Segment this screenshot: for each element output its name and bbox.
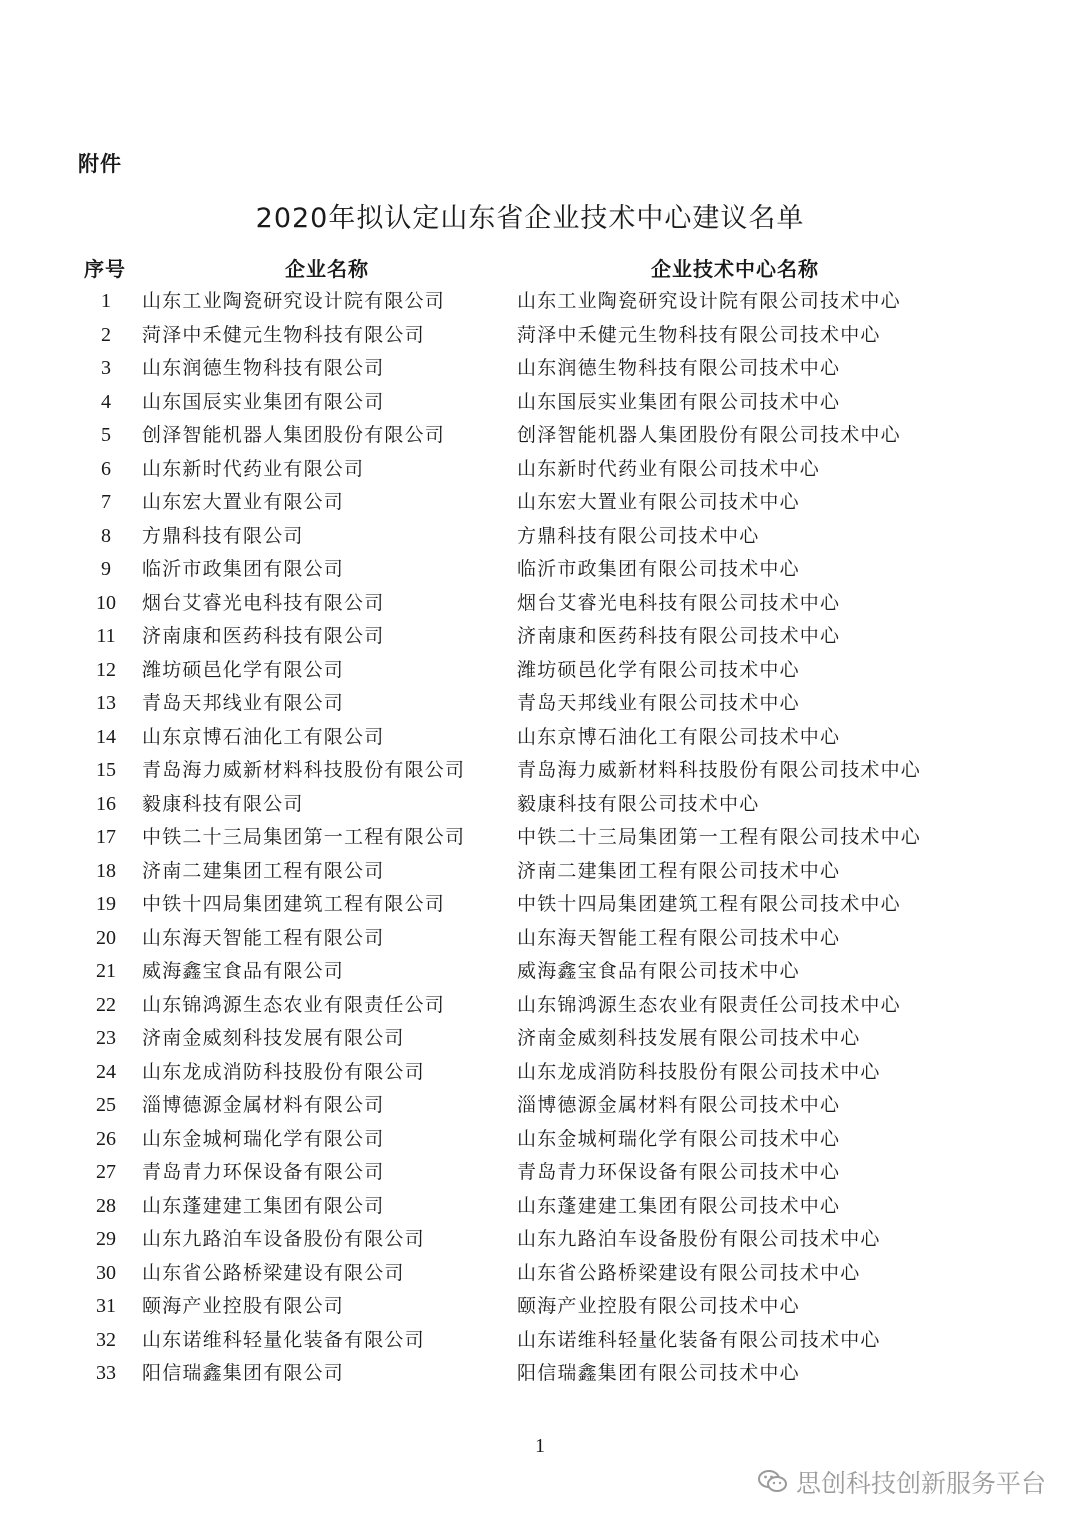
row-company-name: 济南二建集团工程有限公司 (142, 859, 385, 882)
row-center-name: 山东蓬建建工集团有限公司技术中心 (517, 1194, 841, 1217)
row-center-name: 阳信瑞鑫集团有限公司技术中心 (517, 1362, 800, 1384)
row-center-name: 山东新时代药业有限公司技术中心 (517, 457, 821, 480)
row-center-name: 青岛天邦线业有限公司技术中心 (517, 692, 800, 714)
row-center-name: 青岛海力威新材料科技股份有限公司技术中心 (517, 759, 922, 781)
row-seq: 7 (101, 491, 111, 513)
header-seq: 序号 (84, 257, 126, 281)
table-row (0, 587, 1080, 621)
row-company-name: 山东诺维科轻量化装备有限公司 (142, 1328, 425, 1351)
row-center-name: 山东省公路桥梁建设有限公司技术中心 (517, 1261, 861, 1284)
row-center-name: 潍坊硕邑化学有限公司技术中心 (517, 658, 800, 681)
table-row (0, 553, 1080, 587)
row-seq: 9 (101, 558, 111, 580)
row-seq: 11 (96, 625, 116, 647)
row-seq: 1 (101, 290, 111, 312)
row-company-name: 青岛海力威新材料科技股份有限公司 (142, 759, 466, 781)
row-seq: 29 (96, 1228, 116, 1250)
row-company-name: 方鼎科技有限公司 (142, 524, 304, 547)
row-seq: 5 (101, 424, 111, 446)
row-company-name: 山东京博石油化工有限公司 (142, 725, 385, 748)
row-company-name: 临沂市政集团有限公司 (142, 558, 345, 580)
row-company-name: 山东润德生物科技有限公司 (142, 357, 385, 379)
table-header (0, 253, 1080, 283)
header-center-name: 企业技术中心名称 (651, 257, 819, 281)
attachment-label: 附件 (78, 152, 122, 176)
row-center-name: 济南二建集团工程有限公司技术中心 (517, 859, 841, 882)
row-seq: 17 (96, 826, 116, 848)
row-seq: 22 (96, 993, 116, 1016)
row-seq: 4 (101, 390, 111, 413)
row-center-name: 山东诺维科轻量化装备有限公司技术中心 (517, 1328, 881, 1351)
row-company-name: 山东新时代药业有限公司 (142, 457, 365, 480)
table-row (0, 1123, 1080, 1157)
table-row (0, 1089, 1080, 1123)
row-center-name: 颐海产业控股有限公司技术中心 (517, 1295, 800, 1317)
row-center-name: 淄博德源金属材料有限公司技术中心 (517, 1094, 841, 1116)
table-row (0, 654, 1080, 688)
table-body (0, 285, 1080, 1391)
row-company-name: 淄博德源金属材料有限公司 (142, 1094, 385, 1116)
row-seq: 20 (96, 926, 116, 949)
row-company-name: 山东九路泊车设备股份有限公司 (142, 1228, 425, 1250)
watermark-text: 思创科技创新服务平台 (795, 1469, 1046, 1498)
table-row (0, 821, 1080, 855)
row-center-name: 中铁二十三局集团第一工程有限公司技术中心 (517, 826, 922, 848)
table-row (0, 687, 1080, 721)
row-center-name: 山东金城柯瑞化学有限公司技术中心 (517, 1127, 841, 1150)
row-seq: 25 (96, 1094, 116, 1116)
row-center-name: 中铁十四局集团建筑工程有限公司技术中心 (517, 893, 901, 915)
table-row (0, 319, 1080, 353)
row-center-name: 山东京博石油化工有限公司技术中心 (517, 725, 841, 748)
row-company-name: 山东龙成消防科技股份有限公司 (142, 1060, 425, 1083)
row-company-name: 颐海产业控股有限公司 (142, 1295, 345, 1317)
table-row (0, 1324, 1080, 1358)
row-company-name: 烟台艾睿光电科技有限公司 (142, 591, 385, 614)
row-company-name: 阳信瑞鑫集团有限公司 (142, 1362, 345, 1384)
row-center-name: 山东锦鸿源生态农业有限责任公司技术中心 (517, 993, 901, 1016)
row-center-name: 菏泽中禾健元生物科技有限公司技术中心 (517, 323, 881, 346)
row-seq: 8 (101, 524, 111, 547)
row-seq: 15 (96, 759, 116, 781)
page-number: 1 (535, 1435, 545, 1457)
row-center-name: 山东润德生物科技有限公司技术中心 (517, 357, 841, 379)
row-company-name: 中铁二十三局集团第一工程有限公司 (142, 826, 466, 848)
row-seq: 12 (96, 658, 116, 681)
row-company-name: 济南康和医药科技有限公司 (142, 625, 385, 647)
row-seq: 23 (96, 1027, 116, 1049)
table-row (0, 620, 1080, 654)
table-row (0, 1156, 1080, 1190)
row-center-name: 山东龙成消防科技股份有限公司技术中心 (517, 1060, 881, 1083)
row-center-name: 山东宏大置业有限公司技术中心 (517, 491, 800, 513)
table-row (0, 419, 1080, 453)
row-seq: 16 (96, 792, 116, 815)
row-center-name: 青岛青力环保设备有限公司技术中心 (517, 1161, 841, 1183)
row-center-name: 山东工业陶瓷研究设计院有限公司技术中心 (517, 290, 901, 312)
row-company-name: 山东国辰实业集团有限公司 (142, 390, 385, 413)
row-seq: 10 (96, 591, 116, 614)
row-company-name: 山东海天智能工程有限公司 (142, 926, 385, 949)
row-company-name: 山东宏大置业有限公司 (142, 491, 345, 513)
row-seq: 24 (96, 1060, 116, 1083)
row-company-name: 青岛青力环保设备有限公司 (142, 1161, 385, 1183)
row-seq: 18 (96, 859, 116, 882)
table-row (0, 453, 1080, 487)
row-company-name: 中铁十四局集团建筑工程有限公司 (142, 893, 446, 915)
row-seq: 21 (96, 960, 116, 982)
row-center-name: 毅康科技有限公司技术中心 (517, 792, 760, 815)
row-company-name: 青岛天邦线业有限公司 (142, 692, 345, 714)
row-seq: 33 (96, 1362, 116, 1384)
row-seq: 14 (96, 725, 116, 748)
row-seq: 2 (101, 323, 111, 346)
table-row (0, 486, 1080, 520)
row-center-name: 济南康和医药科技有限公司技术中心 (517, 625, 841, 647)
row-center-name: 方鼎科技有限公司技术中心 (517, 524, 760, 547)
row-seq: 19 (96, 893, 116, 915)
row-seq: 28 (96, 1194, 116, 1217)
row-company-name: 山东蓬建建工集团有限公司 (142, 1194, 385, 1217)
row-center-name: 山东国辰实业集团有限公司技术中心 (517, 390, 841, 413)
row-company-name: 菏泽中禾健元生物科技有限公司 (142, 323, 425, 346)
row-company-name: 潍坊硕邑化学有限公司 (142, 658, 345, 681)
table-row (0, 285, 1080, 319)
table-row (0, 754, 1080, 788)
row-center-name: 创泽智能机器人集团股份有限公司技术中心 (517, 424, 901, 446)
row-company-name: 山东省公路桥梁建设有限公司 (142, 1261, 405, 1284)
row-center-name: 山东海天智能工程有限公司技术中心 (517, 926, 841, 949)
row-center-name: 烟台艾睿光电科技有限公司技术中心 (517, 591, 841, 614)
row-company-name: 山东金城柯瑞化学有限公司 (142, 1127, 385, 1150)
row-company-name: 创泽智能机器人集团股份有限公司 (142, 424, 446, 446)
row-company-name: 毅康科技有限公司 (142, 792, 304, 815)
table-row (0, 1190, 1080, 1224)
row-seq: 30 (96, 1261, 116, 1284)
row-seq: 13 (96, 692, 116, 714)
table-row (0, 1257, 1080, 1291)
row-seq: 26 (96, 1127, 116, 1150)
watermark (758, 1462, 1046, 1502)
table-row (0, 1022, 1080, 1056)
row-company-name: 济南金威刻科技发展有限公司 (142, 1027, 405, 1049)
table-row (0, 1056, 1080, 1090)
header-company-name: 企业名称 (285, 257, 369, 281)
row-center-name: 山东九路泊车设备股份有限公司技术中心 (517, 1228, 881, 1250)
row-seq: 32 (96, 1328, 116, 1351)
table-row (0, 1357, 1080, 1391)
table-row (0, 989, 1080, 1023)
table-row (0, 922, 1080, 956)
table-row (0, 1223, 1080, 1257)
row-center-name: 济南金威刻科技发展有限公司技术中心 (517, 1027, 861, 1049)
table-row (0, 955, 1080, 989)
table-row (0, 520, 1080, 554)
table-row (0, 788, 1080, 822)
table-row (0, 352, 1080, 386)
table-row (0, 888, 1080, 922)
row-seq: 27 (96, 1161, 116, 1183)
row-center-name: 临沂市政集团有限公司技术中心 (517, 558, 800, 580)
row-seq: 31 (96, 1295, 116, 1317)
row-company-name: 威海鑫宝食品有限公司 (142, 960, 345, 982)
row-company-name: 山东工业陶瓷研究设计院有限公司 (142, 290, 446, 312)
row-company-name: 山东锦鸿源生态农业有限责任公司 (142, 993, 446, 1016)
wechat-icon (758, 1469, 788, 1495)
document-title: 2020年拟认定山东省企业技术中心建议名单 (255, 203, 805, 234)
row-seq: 6 (101, 457, 111, 480)
table-row (0, 721, 1080, 755)
row-seq: 3 (101, 357, 111, 379)
row-center-name: 威海鑫宝食品有限公司技术中心 (517, 960, 800, 982)
table-row (0, 1290, 1080, 1324)
table-row (0, 386, 1080, 420)
table-row (0, 855, 1080, 889)
